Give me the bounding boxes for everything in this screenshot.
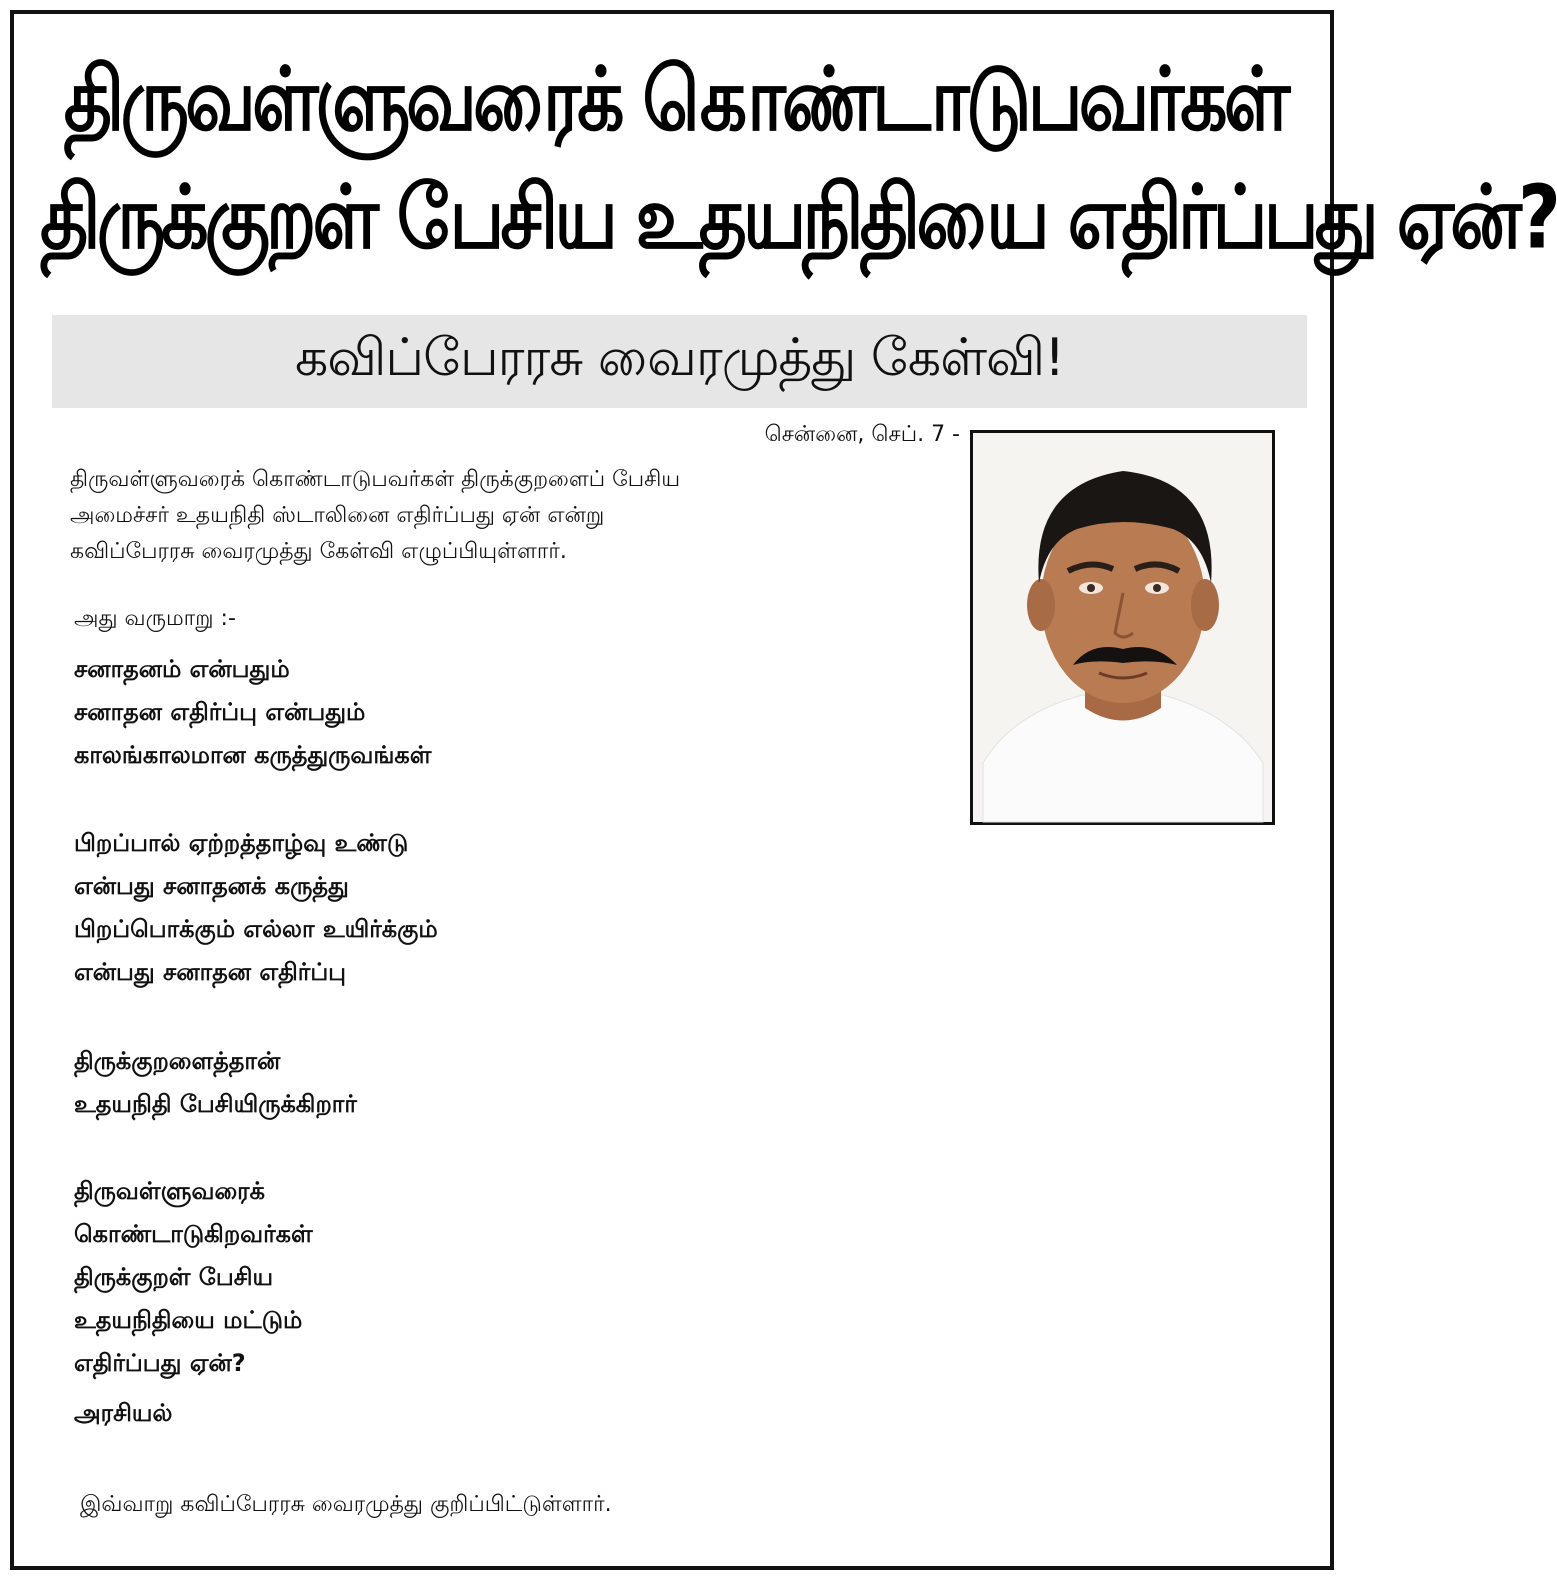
verse-line: பிறப்பால் ஏற்றத்தாழ்வு உண்டு: [74, 829, 409, 857]
verse-line: என்பது சனாதன எதிர்ப்பு: [74, 958, 347, 986]
verse-stanza-2: [74, 822, 438, 994]
subheadline: கவிப்பேரரசு வைரமுத்து கேள்வி!: [294, 328, 1065, 388]
portrait-illustration: [973, 433, 1272, 822]
intro-line: திருவள்ளுவரைக் கொண்டாடுபவர்கள் திருக்குறளைப் பேசிய: [70, 467, 681, 492]
intro-line: கவிப்பேரரசு வைரமுத்து கேள்வி எழுப்பியுள்ளார்.: [70, 539, 567, 564]
verse-line: திருக்குறள் பேசிய: [74, 1263, 274, 1291]
verse-line: திருவள்ளுவரைக்: [74, 1177, 265, 1205]
verse-line: என்பது சனாதனக் கருத்து: [74, 872, 349, 900]
verse-line: பிறப்பொக்கும் எல்லா உயிர்க்கும்: [74, 915, 438, 943]
verse-line: அரசியல்: [74, 1399, 173, 1427]
intro-paragraph: [70, 462, 960, 570]
verse-stanza-5: [74, 1392, 172, 1435]
headline-line-2: திருக்குறள் பேசிய உதயநிதியை எதிர்ப்பது ஏன்?: [40, 167, 1557, 269]
dateline: சென்னை, செப். 7 -: [764, 422, 960, 447]
verse-stanza-4: [74, 1170, 313, 1385]
verse-line: சனாதனம் என்பதும்: [74, 655, 290, 683]
headline-line-1: திருவள்ளுவரைக் கொண்டாடுபவர்கள்: [63, 49, 1287, 151]
verse-line: திருக்குறளைத்தான்: [74, 1047, 281, 1075]
closing-line: இவ்வாறு கவிப்பேரரசு வைரமுத்து குறிப்பிட்டுள்ளார்.: [80, 1492, 612, 1517]
verse-line: உதயநிதியை மட்டும்: [74, 1306, 303, 1334]
subheadline-bar: [52, 315, 1307, 408]
verse-line: உதயநிதி பேசியிருக்கிறார்: [74, 1090, 357, 1118]
verse-line: காலங்காலமான கருத்துருவங்கள்: [74, 741, 432, 769]
portrait-photo: [970, 430, 1275, 825]
lead-in: அது வருமாறு :-: [74, 606, 236, 631]
verse-line: சனாதன எதிர்ப்பு என்பதும்: [74, 698, 366, 726]
intro-line: அமைச்சர் உதயநிதி ஸ்டாலினை எதிர்ப்பது ஏன் என்று: [70, 503, 605, 528]
verse-stanza-3: [74, 1040, 357, 1126]
verse-stanza-1: [74, 648, 431, 777]
verse-line: எதிர்ப்பது ஏன்?: [74, 1349, 246, 1377]
verse-line: கொண்டாடுகிறவர்கள்: [74, 1220, 313, 1248]
